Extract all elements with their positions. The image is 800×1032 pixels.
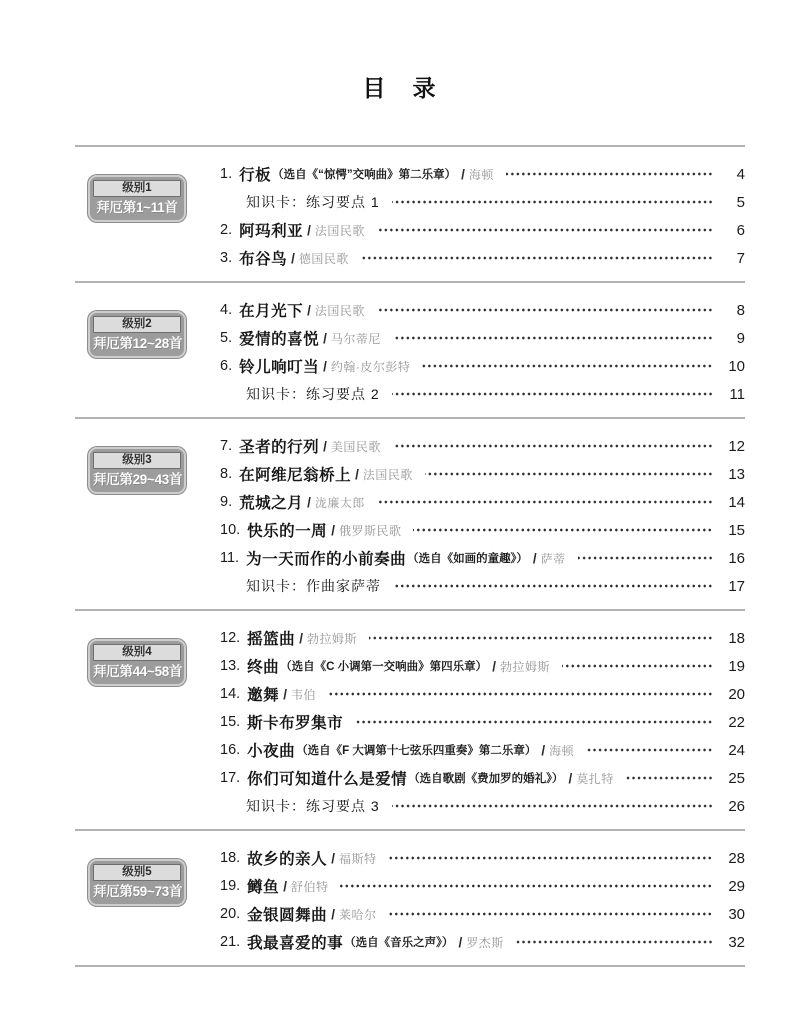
toc-entry bbox=[220, 792, 745, 820]
entry-composer: 海顿 bbox=[549, 743, 575, 758]
level-badge-range: 拜厄第44~58首 bbox=[93, 664, 183, 679]
toc-entry bbox=[220, 624, 745, 652]
entry-separator: / bbox=[568, 770, 573, 786]
entry-page-number: 6 bbox=[736, 221, 745, 239]
entry-composer: 海顿 bbox=[468, 167, 494, 182]
entry-title: 知识卡：练习要点 2 bbox=[246, 386, 380, 402]
entry-composer: 法国民歌 bbox=[362, 467, 413, 482]
entry-separator: / bbox=[307, 302, 311, 318]
entry-number: 18. bbox=[220, 850, 241, 866]
dot-leader bbox=[626, 764, 713, 792]
entry-composer: 约翰·皮尔彭特 bbox=[330, 359, 411, 374]
level-badge-range: 拜厄第12~28首 bbox=[93, 336, 183, 351]
entry-title: 爱情的喜悦 bbox=[239, 331, 320, 348]
entry-separator: / bbox=[492, 658, 496, 674]
entry-separator: / bbox=[532, 550, 537, 566]
level-badge-label: 级别3 bbox=[93, 452, 181, 469]
toc-entry bbox=[220, 460, 745, 488]
badge-column bbox=[75, 296, 220, 408]
entry-number: 5. bbox=[220, 330, 233, 346]
dot-leader bbox=[393, 324, 713, 352]
entry-separator: / bbox=[323, 438, 327, 454]
entry-title: 布谷鸟 bbox=[239, 251, 288, 268]
entry-list bbox=[220, 160, 745, 272]
toc-entry bbox=[220, 432, 745, 460]
entry-composer: 法国民歌 bbox=[314, 303, 365, 318]
dot-leader bbox=[578, 544, 713, 572]
toc-section bbox=[75, 281, 745, 417]
entry-number: 20. bbox=[220, 906, 241, 922]
entry-page-number: 26 bbox=[728, 797, 745, 815]
dot-leader bbox=[340, 872, 713, 900]
dot-leader bbox=[377, 488, 713, 516]
entry-page-number: 8 bbox=[736, 301, 745, 319]
toc-entry bbox=[220, 764, 745, 792]
entry-page-number: 15 bbox=[728, 521, 745, 539]
toc-entry bbox=[220, 352, 745, 380]
entry-title: 圣者的行列 bbox=[239, 439, 320, 456]
dot-leader bbox=[328, 680, 713, 708]
toc-entry bbox=[220, 572, 745, 600]
entry-separator: / bbox=[355, 466, 359, 482]
entry-number: 4. bbox=[220, 302, 233, 318]
entry-list bbox=[220, 624, 745, 820]
entry-annotation: （选自《C 小调第一交响曲》第四乐章） bbox=[280, 661, 488, 673]
level-badge-range: 拜厄第29~43首 bbox=[93, 472, 183, 487]
entry-composer: 萨蒂 bbox=[540, 551, 566, 566]
dot-leader bbox=[393, 572, 713, 600]
level-badge-range: 拜厄第1~11首 bbox=[96, 200, 178, 215]
entry-composer: 德国民歌 bbox=[298, 251, 349, 266]
toc-section bbox=[75, 829, 745, 967]
dot-leader bbox=[377, 216, 713, 244]
entry-page-number: 24 bbox=[728, 741, 745, 759]
toc-section bbox=[75, 417, 745, 609]
level-badge-label: 级别1 bbox=[93, 180, 181, 197]
toc-entry bbox=[220, 736, 745, 764]
dot-leader bbox=[516, 928, 713, 956]
entry-separator: / bbox=[307, 222, 311, 238]
entry-separator: / bbox=[331, 906, 335, 922]
entry-page-number: 16 bbox=[728, 549, 745, 567]
toc-entry bbox=[220, 900, 745, 928]
entry-title: 行板 bbox=[239, 167, 272, 184]
entry-title: 知识卡：作曲家萨蒂 bbox=[246, 578, 381, 594]
entry-title: 鳟鱼 bbox=[247, 879, 280, 896]
entry-number: 1. bbox=[220, 166, 233, 182]
entry-separator: / bbox=[283, 686, 287, 702]
entry-page-number: 25 bbox=[728, 769, 745, 787]
entry-title: 知识卡：练习要点 1 bbox=[246, 194, 380, 210]
level-badge bbox=[88, 311, 186, 358]
dot-leader bbox=[586, 736, 713, 764]
entry-title: 金银圆舞曲 bbox=[247, 907, 328, 924]
entry-page-number: 12 bbox=[728, 437, 745, 455]
dot-leader bbox=[392, 188, 713, 216]
entry-composer: 马尔蒂尼 bbox=[330, 331, 381, 346]
dot-leader bbox=[392, 792, 713, 820]
entry-number: 12. bbox=[220, 630, 241, 646]
badge-column bbox=[75, 160, 220, 272]
entry-page-number: 11 bbox=[729, 385, 745, 403]
entry-composer: 勃拉姆斯 bbox=[306, 631, 357, 646]
entry-number: 7. bbox=[220, 438, 233, 454]
badge-column bbox=[75, 624, 220, 820]
entry-page-number: 30 bbox=[728, 905, 745, 923]
dot-leader bbox=[393, 432, 713, 460]
entry-page-number: 20 bbox=[728, 685, 745, 703]
entry-separator: / bbox=[331, 522, 335, 538]
toc-entry bbox=[220, 872, 745, 900]
entry-number: 9. bbox=[220, 494, 233, 510]
entry-title: 知识卡：练习要点 3 bbox=[246, 798, 380, 814]
entry-separator: / bbox=[323, 358, 327, 374]
dot-leader bbox=[392, 380, 713, 408]
toc-entry bbox=[220, 544, 745, 572]
entry-number: 17. bbox=[220, 770, 241, 786]
entry-composer: 舒伯特 bbox=[290, 879, 329, 894]
entry-composer: 福斯特 bbox=[338, 851, 377, 866]
level-badge bbox=[88, 639, 186, 686]
entry-composer: 莫扎特 bbox=[576, 771, 614, 786]
entry-composer: 俄罗斯民歌 bbox=[338, 523, 402, 538]
entry-composer: 法国民歌 bbox=[314, 223, 365, 238]
entry-separator: / bbox=[461, 166, 465, 182]
entry-title: 在月光下 bbox=[239, 303, 304, 320]
entry-page-number: 22 bbox=[728, 713, 745, 731]
level-badge bbox=[88, 175, 186, 222]
toc-content bbox=[75, 145, 745, 967]
entry-separator: / bbox=[541, 742, 546, 758]
entry-separator: / bbox=[323, 330, 327, 346]
toc-entry bbox=[220, 680, 745, 708]
entry-annotation: （选自《F 大调第十七弦乐四重奏》第二乐章） bbox=[296, 745, 537, 757]
entry-separator: / bbox=[291, 250, 295, 266]
toc-entry bbox=[220, 844, 745, 872]
dot-leader bbox=[369, 624, 713, 652]
entry-composer: 勃拉姆斯 bbox=[499, 659, 550, 674]
entry-page-number: 18 bbox=[728, 629, 745, 647]
entry-title: 在阿维尼翁桥上 bbox=[239, 467, 352, 484]
entry-number: 3. bbox=[220, 250, 233, 266]
entry-annotation: （选自《如画的童趣》） bbox=[407, 553, 528, 565]
toc-entry bbox=[220, 296, 745, 324]
badge-column bbox=[75, 432, 220, 600]
entry-page-number: 13 bbox=[728, 465, 745, 483]
entry-number: 11. bbox=[220, 550, 240, 566]
entry-separator: / bbox=[307, 494, 311, 510]
entry-number: 15. bbox=[220, 714, 241, 730]
entry-separator: / bbox=[299, 630, 303, 646]
entry-composer: 美国民歌 bbox=[330, 439, 381, 454]
toc-entry bbox=[220, 244, 745, 272]
toc-entry bbox=[220, 160, 745, 188]
entry-number: 19. bbox=[220, 878, 241, 894]
toc-entry bbox=[220, 928, 745, 956]
entry-title: 斯卡布罗集市 bbox=[247, 715, 344, 732]
entry-list bbox=[220, 432, 745, 600]
entry-title: 阿玛利亚 bbox=[239, 223, 304, 240]
entry-number: 21. bbox=[220, 934, 241, 950]
entry-list bbox=[220, 296, 745, 408]
entry-page-number: 9 bbox=[736, 329, 745, 347]
entry-title: 快乐的一周 bbox=[247, 523, 328, 540]
entry-title: 终曲 bbox=[247, 659, 280, 676]
dot-leader bbox=[377, 296, 713, 324]
level-badge bbox=[88, 859, 186, 906]
dot-leader bbox=[413, 516, 713, 544]
toc-entry bbox=[220, 324, 745, 352]
dot-leader bbox=[422, 352, 713, 380]
dot-leader bbox=[425, 460, 713, 488]
entry-page-number: 7 bbox=[736, 249, 745, 267]
toc-entry bbox=[220, 708, 745, 736]
entry-page-number: 10 bbox=[728, 357, 745, 375]
entry-list bbox=[220, 844, 745, 956]
level-badge-label: 级别2 bbox=[93, 316, 181, 333]
entry-page-number: 5 bbox=[736, 193, 745, 211]
toc-entry bbox=[220, 216, 745, 244]
dot-leader bbox=[388, 844, 713, 872]
toc-section bbox=[75, 609, 745, 829]
entry-page-number: 32 bbox=[728, 933, 745, 951]
entry-annotation: （选自《音乐之声》） bbox=[344, 937, 454, 949]
entry-page-number: 19 bbox=[728, 657, 745, 675]
entry-title: 邀舞 bbox=[247, 687, 280, 704]
entry-title: 荒城之月 bbox=[239, 495, 304, 512]
entry-number: 13. bbox=[220, 658, 241, 674]
toc-entry bbox=[220, 188, 745, 216]
entry-separator: / bbox=[283, 878, 287, 894]
entry-title: 故乡的亲人 bbox=[247, 851, 328, 868]
level-badge-label: 级别4 bbox=[93, 644, 181, 661]
entry-annotation: （选自歌剧《费加罗的婚礼》） bbox=[408, 773, 564, 785]
entry-number: 8. bbox=[220, 466, 233, 482]
dot-leader bbox=[388, 900, 713, 928]
level-badge-label: 级别5 bbox=[93, 864, 181, 881]
entry-title: 你们可知道什么是爱情 bbox=[247, 771, 408, 788]
dot-leader bbox=[506, 160, 713, 188]
entry-composer: 泷廉太郎 bbox=[314, 495, 365, 510]
toc-section bbox=[75, 145, 745, 281]
entry-composer: 韦伯 bbox=[290, 687, 316, 702]
entry-separator: / bbox=[458, 934, 463, 950]
entry-composer: 罗杰斯 bbox=[466, 935, 504, 950]
entry-title: 小夜曲 bbox=[247, 743, 296, 760]
entry-title: 摇篮曲 bbox=[247, 631, 296, 648]
entry-separator: / bbox=[331, 850, 335, 866]
entry-page-number: 14 bbox=[728, 493, 745, 511]
entry-page-number: 28 bbox=[728, 849, 745, 867]
entry-title: 我最喜爱的事 bbox=[247, 935, 344, 952]
entry-page-number: 29 bbox=[728, 877, 745, 895]
toc-entry bbox=[220, 516, 745, 544]
dot-leader bbox=[562, 652, 713, 680]
entry-number: 16. bbox=[220, 742, 241, 758]
entry-title: 铃儿响叮当 bbox=[239, 359, 320, 376]
page-title: 目 录 bbox=[362, 75, 438, 101]
level-badge-range: 拜厄第59~73首 bbox=[93, 884, 183, 899]
entry-page-number: 4 bbox=[736, 165, 745, 183]
level-badge bbox=[88, 447, 186, 494]
entry-annotation: （选自《“惊愕”交响曲》第二乐章） bbox=[272, 169, 457, 181]
entry-number: 6. bbox=[220, 358, 233, 374]
toc-entry bbox=[220, 380, 745, 408]
entry-page-number: 17 bbox=[728, 577, 745, 595]
entry-title: 为一天而作的小前奏曲 bbox=[246, 551, 407, 568]
entry-number: 2. bbox=[220, 222, 233, 238]
badge-column bbox=[75, 844, 220, 956]
toc-entry bbox=[220, 488, 745, 516]
toc-entry bbox=[220, 652, 745, 680]
entry-composer: 莱哈尔 bbox=[338, 907, 377, 922]
entry-number: 10. bbox=[220, 522, 241, 538]
dot-leader bbox=[355, 708, 713, 736]
dot-leader bbox=[361, 244, 713, 272]
entry-number: 14. bbox=[220, 686, 241, 702]
